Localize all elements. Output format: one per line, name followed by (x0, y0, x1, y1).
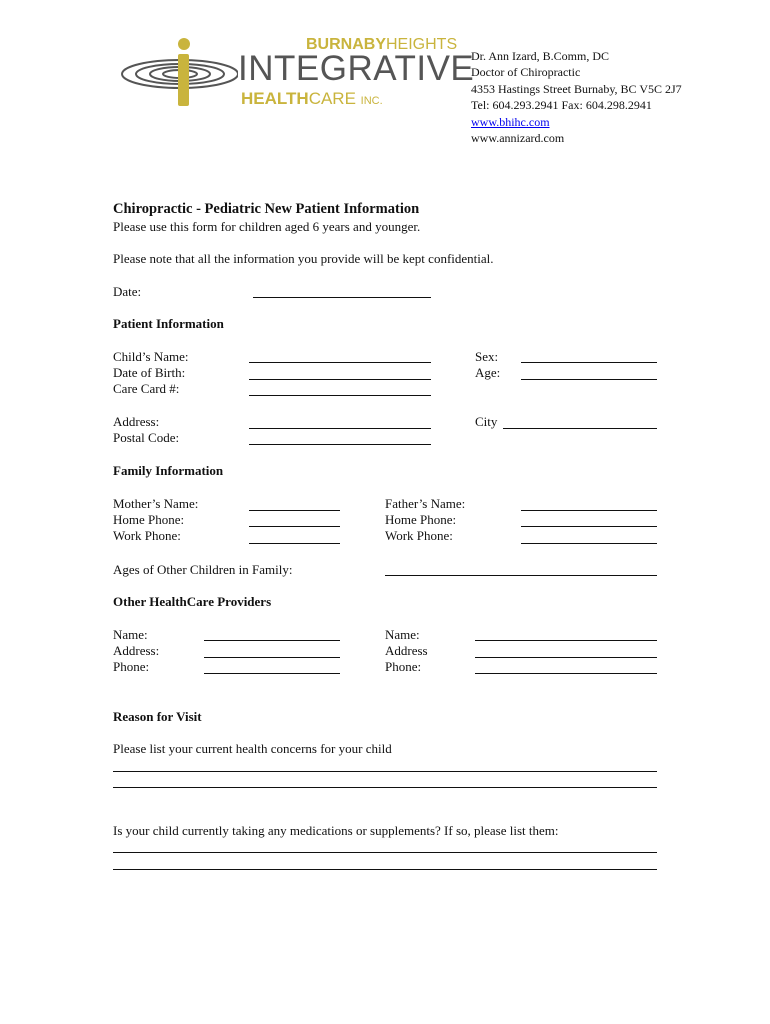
reason-heading: Reason for Visit (113, 709, 202, 724)
provider1-address-label: Address: (113, 643, 160, 658)
clinic-phones: Tel: 604.293.2941 Fax: 604.298.2941 (471, 98, 652, 113)
provider2-name-field[interactable] (475, 640, 657, 641)
postal-code-label: Postal Code: (113, 430, 180, 445)
provider2-phone-field[interactable] (475, 673, 657, 674)
form-subtitle: Please use this form for children aged 6 years and younger. (113, 219, 421, 234)
age-label: Age: (475, 365, 501, 380)
city-label: City (475, 414, 498, 429)
date-label: Date: (113, 284, 142, 299)
provider1-name-field[interactable] (204, 640, 340, 641)
childs-name-label: Child’s Name: (113, 349, 189, 364)
care-card-field[interactable] (249, 395, 431, 396)
website-annizard: www.annizard.com (471, 131, 565, 146)
address-field[interactable] (249, 428, 431, 429)
care-card-label: Care Card #: (113, 381, 180, 396)
date-field[interactable] (253, 297, 431, 298)
form-title: Chiropractic - Pediatric New Patient Information (113, 201, 420, 217)
logo-line-2: INTEGRATIVE (238, 49, 475, 88)
provider2-phone-label: Phone: (385, 659, 422, 674)
logo-line-1: BURNABYHEIGHTS (306, 36, 458, 53)
city-field[interactable] (503, 428, 657, 429)
sex-label: Sex: (475, 349, 499, 364)
confidentiality-note: Please note that all the information you provide will be kept confidential. (113, 251, 494, 266)
health-concerns-label: Please list your current health concerns for your child (113, 741, 392, 756)
provider1-name-label: Name: (113, 627, 148, 642)
patient-info-heading: Patient Information (113, 316, 224, 331)
family-info-heading: Family Information (113, 463, 224, 478)
clinic-logo (118, 36, 475, 110)
provider2-address-label: Address (385, 643, 428, 658)
mother-work-phone-label: Work Phone: (113, 528, 181, 543)
mothers-name-field[interactable] (249, 510, 340, 511)
providers-heading: Other HealthCare Providers (113, 594, 272, 609)
mother-home-phone-field[interactable] (249, 526, 340, 527)
health-concerns-field-1[interactable] (113, 771, 657, 772)
father-work-phone-label: Work Phone: (385, 528, 453, 543)
logo-swirl-icon (118, 36, 238, 110)
mothers-name-label: Mother’s Name: (113, 496, 199, 511)
provider1-phone-label: Phone: (113, 659, 150, 674)
medications-field-1[interactable] (113, 852, 657, 853)
father-home-phone-label: Home Phone: (385, 512, 457, 527)
medications-label: Is your child currently taking any medications or supplements? If so, please list them: (113, 823, 559, 838)
provider2-name-label: Name: (385, 627, 420, 642)
father-home-phone-field[interactable] (521, 526, 657, 527)
fathers-name-field[interactable] (521, 510, 657, 511)
website-link-bhihc[interactable]: www.bhihc.com (471, 114, 550, 129)
father-work-phone-field[interactable] (521, 543, 657, 544)
provider1-phone-field[interactable] (204, 673, 340, 674)
health-concerns-field-2[interactable] (113, 787, 657, 788)
dob-label: Date of Birth: (113, 365, 186, 380)
other-children-label: Ages of Other Children in Family: (113, 562, 293, 577)
childs-name-field[interactable] (249, 362, 431, 363)
medications-field-2[interactable] (113, 869, 657, 870)
clinic-address: 4353 Hastings Street Burnaby, BC V5C 2J7 (471, 81, 682, 96)
fathers-name-label: Father’s Name: (385, 496, 466, 511)
age-field[interactable] (521, 379, 657, 380)
provider1-address-field[interactable] (204, 657, 340, 658)
contact-block (471, 48, 682, 146)
doctor-name: Dr. Ann Izard, B.Comm, DC (471, 49, 609, 63)
dob-field[interactable] (249, 379, 431, 380)
address-label: Address: (113, 414, 160, 429)
mother-home-phone-label: Home Phone: (113, 512, 185, 527)
other-children-field[interactable] (385, 575, 657, 576)
sex-field[interactable] (521, 362, 657, 363)
provider2-address-field[interactable] (475, 657, 657, 658)
mother-work-phone-field[interactable] (249, 543, 340, 544)
doctor-title: Doctor of Chiropractic (471, 65, 581, 80)
postal-code-field[interactable] (249, 444, 431, 445)
logo-line-3: HEALTHCARE INC. (241, 89, 383, 108)
